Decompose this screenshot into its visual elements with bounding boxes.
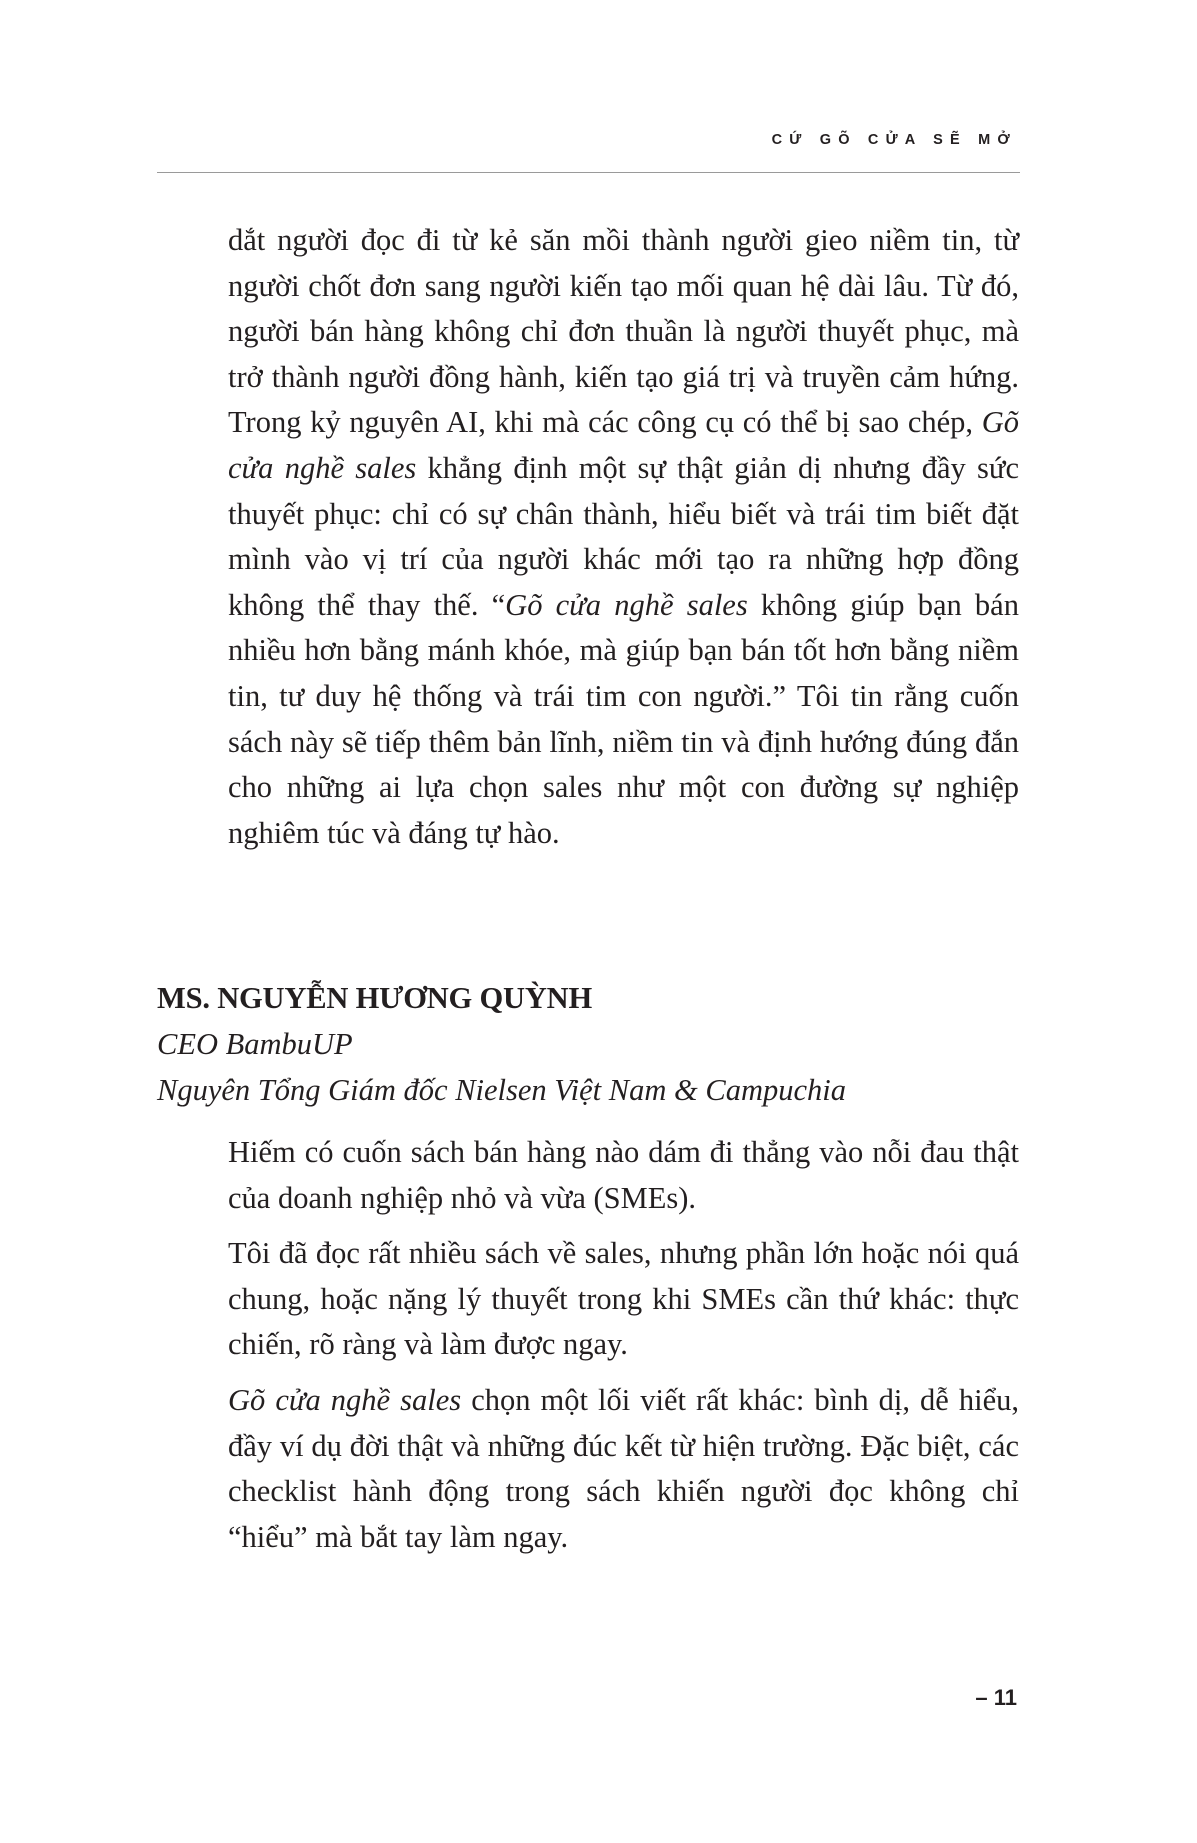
header-divider <box>157 172 1020 173</box>
book-title: Gõ cửa nghề sales <box>228 405 1019 485</box>
author-title: CEO BambuUP <box>157 1027 353 1061</box>
intro-text-part1: dắt người đọc đi từ kẻ săn mồi thành người gieo niềm tin, từ người chốt đơn sang người kiến tạo mối quan hệ dài lâu. Từ đó, người bán hàng không chỉ đơn thuần là người thuyết phục, mà trở thành người đồng hành, kiến tạo giá trị và truyền cảm hứng. Trong kỷ nguyên AI, khi mà các công cụ có thể bị sao chép, <box>228 223 1019 440</box>
intro-text <box>228 218 1019 856</box>
page-number: – 11 <box>975 1685 1017 1710</box>
book-title: Gõ cửa nghề sales <box>228 1382 462 1417</box>
author-former-title: Nguyên Tổng Giám đốc Nielsen Việt Nam & Campuchia <box>157 1073 847 1107</box>
author-block <box>157 975 1027 1113</box>
intro-text-part3: không giúp bạn bán nhiều hơn bằng mánh khóe, mà giúp bạn bán tốt hơn bằng niềm tin, tư duy hệ thống và trái tim con người.” Tôi tin rằng cuốn sách này sẽ tiếp thêm bản lĩnh, niềm tin và định hướng đúng đắn cho những ai lựa chọn sales như một con đường sự nghiệp nghiêm túc và đáng tự hào. <box>228 587 1019 850</box>
testimonial <box>228 1130 1019 1560</box>
testimonial-paragraph-3-text: chọn một lối viết rất khác: bình dị, dễ hiểu, đầy ví dụ đời thật và những đúc kết từ hiện trường. Đặc biệt, các checklist hành động trong sách khiến người đọc không chỉ “hiểu” mà bắt tay làm ngay. <box>228 1382 1019 1554</box>
testimonial-paragraph-3 <box>228 1378 1019 1560</box>
book-title: Gõ cửa nghề sales <box>505 587 748 622</box>
author-name: MS. NGUYỄN HƯƠNG QUỲNH <box>157 981 593 1015</box>
testimonial-paragraph-1: Hiếm có cuốn sách bán hàng nào dám đi thẳng vào nỗi đau thật của doanh nghiệp nhỏ và vừa (SMEs). <box>228 1135 1019 1215</box>
intro-text-part2: khẳng định một sự thật giản dị nhưng đầy sức thuyết phục: chỉ có sự chân thành, hiểu biết và trái tim biết đặt mình vào vị trí của người khác mới tạo ra những hợp đồng không thể thay thế. “ <box>228 450 1019 622</box>
running-header: CỨ GÕ CỬA SẼ MỞ <box>771 132 1017 148</box>
testimonial-paragraph-2: Tôi đã đọc rất nhiều sách về sales, nhưng phần lớn hoặc nói quá chung, hoặc nặng lý thuyết trong khi SMEs cần thứ khác: thực chiến, rõ ràng và làm được ngay. <box>228 1236 1019 1362</box>
intro-paragraph <box>228 218 1019 856</box>
